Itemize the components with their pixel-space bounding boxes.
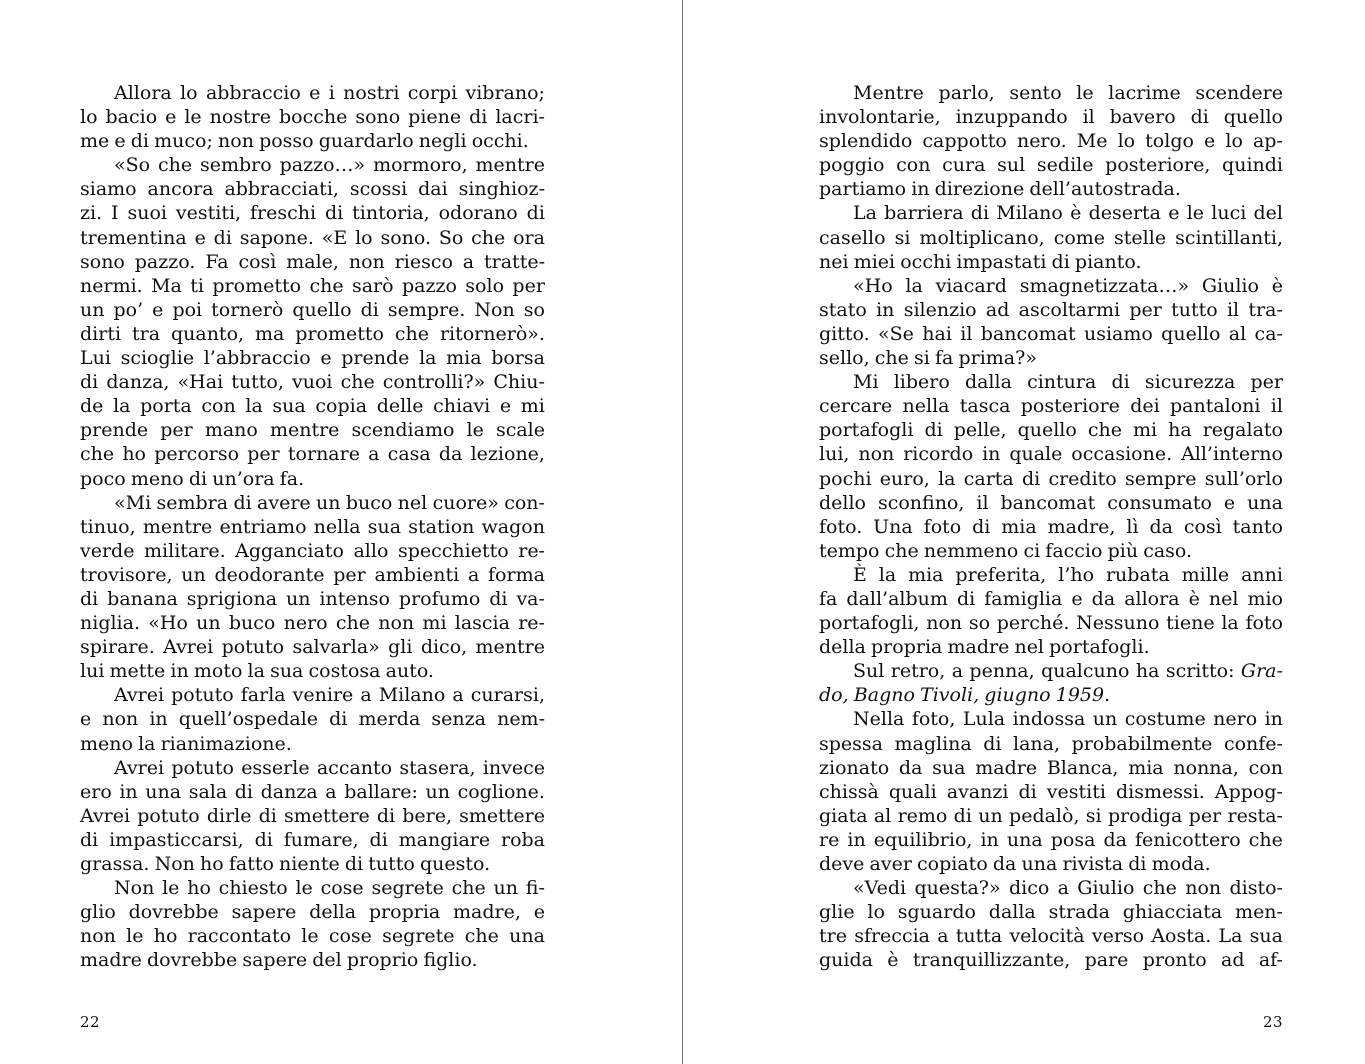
text-line: È la mia preferita, l’ho rubata mille anni <box>853 563 1283 586</box>
text-line: portafogli di pelle, quello che mi ha regalato <box>819 419 1283 442</box>
page-number-left: 22 <box>80 1013 101 1031</box>
text-line: grassa. Non ho fatto niente di tutto questo. <box>80 853 491 875</box>
text-line: spirare. Avrei potuto salvarla» gli dico, mentre <box>80 636 545 659</box>
text-line: glio dovrebbe sapere della propria madre, e <box>80 901 545 924</box>
text-line: deve aver copiato da una rivista di moda. <box>819 853 1211 875</box>
text-line: Sul retro, a penna, qualcuno ha scritto: Gra- <box>853 660 1283 683</box>
text-line: della propria madre nel portafogli. <box>819 636 1150 659</box>
text-line: involontarie, inzuppando il bavero di quello <box>819 106 1283 129</box>
text-line: sono pazzo. Fa così male, non riesco a tratte- <box>80 250 545 273</box>
text-line: de la porta con la sua copia delle chiavi e mi <box>80 395 545 418</box>
text-line: «Vedi questa?» dico a Giulio che non disto- <box>853 877 1283 900</box>
left-page-text <box>80 81 545 972</box>
text-line: pochi euro, la carta di credito sempre sull’orlo <box>819 467 1283 490</box>
text-line: portafogli, non so perché. Nessuno tiene la foto <box>819 612 1283 635</box>
text-line: lui mette in moto la sua costosa auto. <box>80 660 434 683</box>
left-page <box>0 0 682 1064</box>
right-page <box>684 0 1365 1064</box>
text-line: «Ho la viacard smagnetizzata…» Giulio è <box>853 274 1283 297</box>
text-line: «Mi sembra di avere un buco nel cuore» con- <box>114 491 545 514</box>
page-number-right: 23 <box>1263 1013 1284 1031</box>
text-line: tempo che nemmeno ci faccio più caso. <box>819 539 1193 562</box>
text-line: trementina e di sapone. «E lo sono. So che ora <box>80 226 545 249</box>
text-line: do, Bagno Tivoli, giugno 1959. <box>819 684 1111 707</box>
text-line: verde militare. Agganciato allo specchietto re- <box>80 539 545 562</box>
text-line: tre sfreccia a tutta velocità verso Aosta. La sua <box>819 925 1283 948</box>
text-line: splendido cappotto nero. Me lo tolgo e lo ap- <box>819 130 1283 153</box>
page-gutter <box>682 0 683 1064</box>
text-line: fa dall’album di famiglia e da allora è nel mio <box>819 587 1283 610</box>
text-line: lo bacio e le nostre bocche sono piene di lacri- <box>80 106 545 129</box>
text-line: prende per mano mentre scendiamo le scale <box>80 419 545 442</box>
text-line: dello sconfino, il bancomat consumato e una <box>819 491 1283 514</box>
text-line: me e di muco; non posso guardarlo negli occhi. <box>80 130 529 153</box>
text-line: dirti tra quanto, ma prometto che ritornerò». <box>80 322 545 345</box>
text-line: giata al remo di un pedalò, si prodiga per resta- <box>819 804 1283 827</box>
text-line: tinuo, mentre entriamo nella sua station wagon <box>80 515 545 538</box>
text-line: sello, che si fa prima?» <box>819 347 1037 370</box>
text-line: di banana sprigiona un intenso profumo di va- <box>80 587 545 610</box>
text-line: di impasticcarsi, di fumare, di mangiare roba <box>80 828 545 851</box>
text-line: casello si moltiplicano, come stelle scintillanti, <box>819 226 1283 249</box>
text-line: Mentre parlo, sento le lacrime scendere <box>853 82 1283 104</box>
text-line: zionato da sua madre Blanca, mia nonna, con <box>819 756 1283 779</box>
text-line: chissà quali avanzi di vestiti dismessi. Appog- <box>819 780 1283 803</box>
text-line: ero in una sala di danza a ballare: un coglione. <box>80 780 545 803</box>
text-line: e non in quell’ospedale di merda senza nem- <box>80 708 545 731</box>
text-line: che ho percorso per tornare a casa da lezione, <box>80 443 545 466</box>
text-line: meno la rianimazione. <box>80 732 292 755</box>
text-line: partiamo in direzione dell’autostrada. <box>819 178 1181 201</box>
text-line: di danza, «Hai tutto, vuoi che controlli?» Chiu- <box>80 371 545 394</box>
text-line: stato in silenzio ad ascoltarmi per tutto il tra- <box>819 298 1283 321</box>
text-line: zi. I suoi vestiti, freschi di tintoria, odorano di <box>80 202 545 225</box>
text-line: siamo ancora abbracciati, scossi dai singhioz- <box>80 178 545 201</box>
text-line: re in equilibrio, in una posa da fenicottero che <box>819 828 1283 851</box>
text-line: Avrei potuto farla venire a Milano a curarsi, <box>114 684 545 707</box>
text-line: cercare nella tasca posteriore dei pantaloni il <box>819 395 1283 418</box>
text-line: guida è tranquillizzante, pare pronto ad af- <box>819 949 1283 972</box>
text-line: Mi libero dalla cintura di sicurezza per <box>853 371 1283 394</box>
text-line: nei miei occhi impastati di pianto. <box>819 250 1142 273</box>
text-line: spessa maglina di lana, probabilmente confe- <box>819 732 1283 755</box>
text-line: Avrei potuto esserle accanto stasera, invece <box>114 756 545 779</box>
text-line: glie lo sguardo dalla strada ghiacciata men- <box>819 901 1283 924</box>
text-line: La barriera di Milano è deserta e le luci del <box>853 202 1283 225</box>
text-line: Nella foto, Lula indossa un costume nero in <box>853 708 1283 731</box>
text-line: madre dovrebbe sapere del proprio figlio. <box>80 949 478 972</box>
text-line: Allora lo abbraccio e i nostri corpi vibrano; <box>114 82 545 104</box>
text-line: «So che sembro pazzo…» mormoro, mentre <box>114 154 545 177</box>
right-page-text <box>819 81 1283 972</box>
text-line: foto. Una foto di mia madre, lì da così tanto <box>819 515 1283 538</box>
text-line: niglia. «Ho un buco nero che non mi lascia re- <box>80 612 545 635</box>
text-line: Avrei potuto dirle di smettere di bere, smettere <box>80 804 545 827</box>
text-line: nermi. Ma ti prometto che sarò pazzo solo per <box>80 274 545 297</box>
text-line: Lui scioglie l’abbraccio e prende la mia borsa <box>80 347 545 370</box>
text-line: poco meno di un’ora fa. <box>80 467 305 490</box>
text-line: trovisore, un deodorante per ambienti a forma <box>80 563 545 586</box>
text-line: un po’ e poi tornerò quello di sempre. Non so <box>80 298 545 321</box>
text-line: poggio con cura sul sedile posteriore, quindi <box>819 154 1283 177</box>
text-line: gitto. «Se hai il bancomat usiamo quello al ca- <box>819 322 1283 345</box>
text-line: lui, non ricordo in quale occasione. All’interno <box>819 443 1283 466</box>
text-line: non le ho raccontato le cose segrete che una <box>80 925 545 948</box>
text-line: Non le ho chiesto le cose segrete che un fi- <box>114 877 545 900</box>
